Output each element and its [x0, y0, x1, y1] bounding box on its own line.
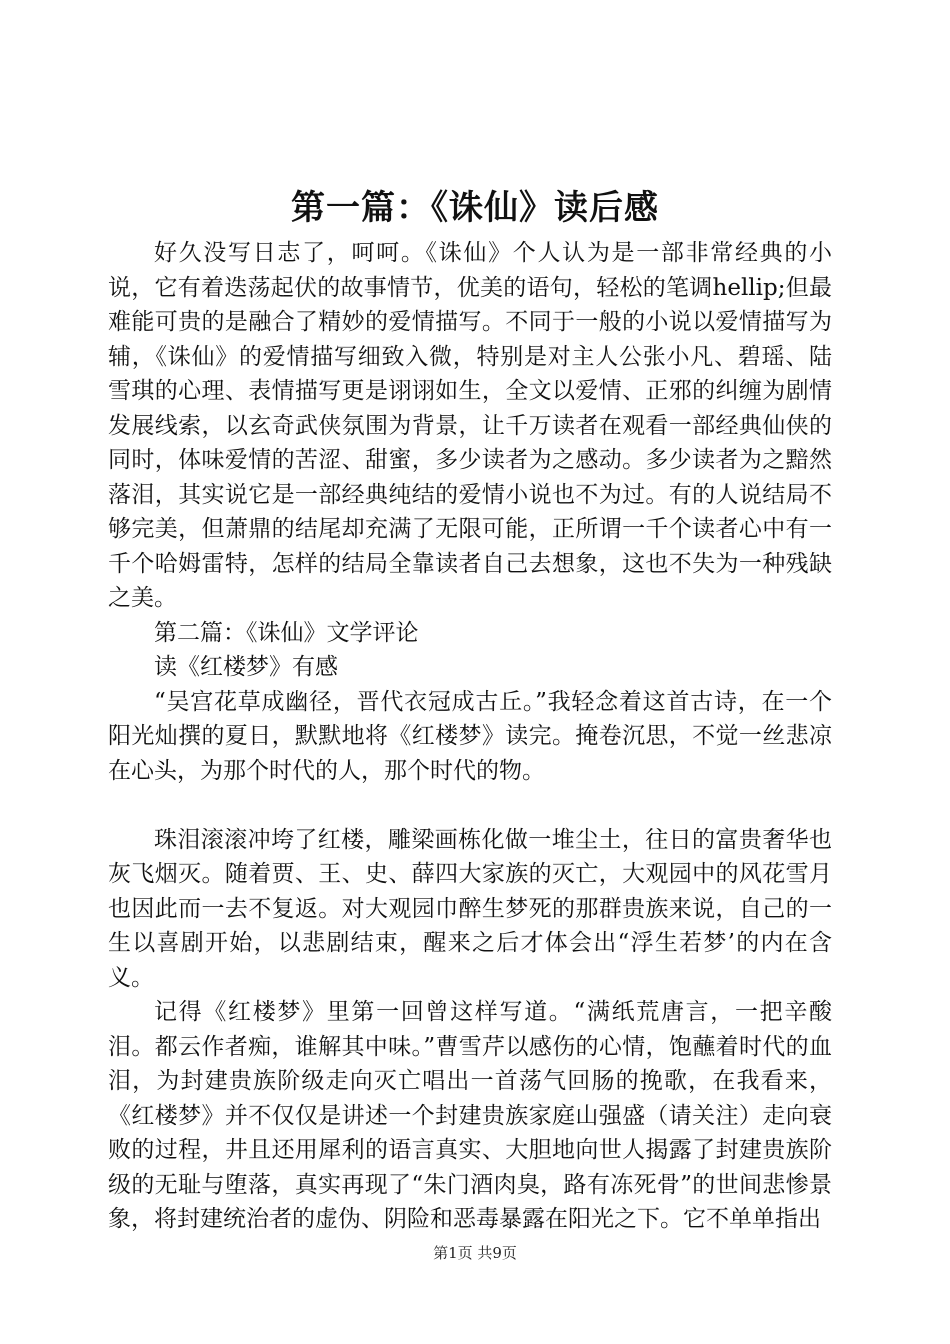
paragraph-red-mansion: 珠泪滚滚冲垮了红楼，雕梁画栋化做一堆尘土，往日的富贵奢华也灰飞烟灭。随着贾、王、史、薛四大家族的灭亡，大观园中的风花雪月也因此而一去不复返。对大观园巾醉生梦死的那群贵族来说，自己的一生以喜剧开始，以悲剧结束，醒来之后才体会出“浮生若梦’的内在含义。 — [108, 826, 832, 991]
paragraph-zhuxian-review: 好久没写日志了，呵呵。《诛仙》个人认为是一部非常经典的小说，它有着迭荡起伏的故事情节，优美的语句，轻松的笔调hellip;但最难能可贵的是融合了精妙的爱情描写。不同于一般的小说以爱情描写为辅，《诛仙》的爱情描写细致入微，特别是对主人公张小凡、碧瑶、陆雪琪的心理、表情描写更是诩诩如生，全文以爱情、正邪的纠缠为剧情发展线索，以玄奇武侠氛围为背景，让千万读者在观看一部经典仙侠的同时，体味爱情的苦涩、甜蜜，多少读者为之感动。多少读者为之黯然落泪，其实说它是一部经典纯结的爱情小说也不为过。有的人说结局不够完美，但萧鼎的结尾却充满了无限可能，正所谓一千个读者心中有一千个哈姆雷特，怎样的结局全靠读者自己去想象，这也不失为一种残缺之美。 — [108, 240, 832, 611]
paragraph-first-chapter: 记得《红楼梦》里第一回曾这样写道。“满纸荒唐言，一把辛酸泪。都云作者痴，谁解其中味。”曹雪芹以感伤的心情，饱蘸着时代的血泪，为封建贵族阶级走向灭亡唱出一首荡气回肠的挽歌，在我看来，《红楼梦》并不仅仅是讲述一个封建贵族家庭山强盛（请关注）走向衰败的过程，井且还用犀利的语言真实、大胆地向世人揭露了封建贵族阶级的无耻与堕落，真实再现了“朱门酒肉臭，路有冻死骨”的世间悲惨景象，将封建统治者的虚伪、阴险和恶毒暴露在阳光之下。它不单单指出 — [108, 999, 832, 1232]
blank-line — [108, 788, 832, 823]
section-heading-second: 第二篇：《诛仙》文学评论 — [154, 619, 419, 646]
page-title: 第一篇：《诛仙》读后感 — [291, 188, 659, 228]
page-footer: 第1页 共9页 — [433, 1244, 517, 1262]
document-body — [108, 236, 832, 1237]
paragraph-poem-intro: “吴宫花草成幽径，晋代衣冠成古丘。”我轻念着这首古诗，在一个阳光灿撰的夏日，默默地将《红楼梦》读完。掩卷沉思，不觉一丝悲凉在心头，为那个时代的人，那个时代的物。 — [108, 688, 832, 784]
section-heading-hongloumeng: 读《红楼梦》有感 — [154, 654, 338, 680]
